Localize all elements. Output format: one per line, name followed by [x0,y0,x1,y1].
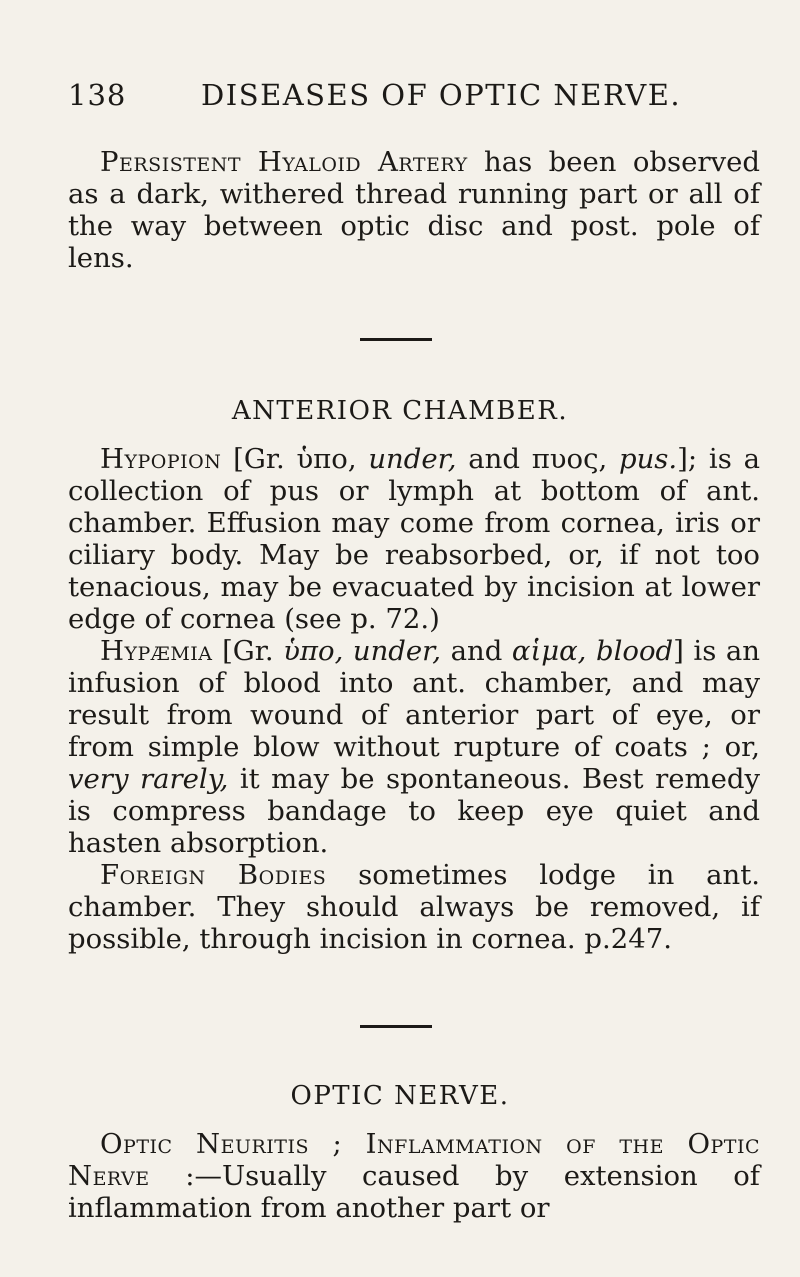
paragraph-text: it may be spontaneous. Best remedy is compress bandage to keep eye quiet and hasten absorption. [68,763,760,859]
term-optic-neuritis: Optic Neuritis ; Inflammation of the Optic Nerve [68,1128,760,1192]
term-persistent-hyaloid-artery: Persistent Hyaloid Artery [100,146,468,178]
greek-word: ὑπο, [296,443,357,475]
paragraph-text: :—Usually caused by extension of inflammation from another part or [68,1160,760,1224]
emphasis: very rarely, [68,763,229,795]
gloss: pus. [607,443,678,475]
term-foreign-bodies: Foreign Bodies [100,859,327,891]
section-divider [360,338,432,341]
paragraph-text: sometimes lodge in ant. chamber. They should always be removed, if possible, through incision in cornea. p.247. [68,859,760,955]
greek-word: αἱμα, [511,635,587,667]
etymology-close: ]; [677,443,698,475]
section-heading-anterior-chamber: ANTERIOR CHAMBER. [231,396,569,426]
running-header [68,78,760,118]
anterior-chamber-body [68,443,760,955]
conjunction: and [441,635,512,667]
term-hypaemia: Hypæmia [100,635,213,667]
etymology-close: ] [673,635,684,667]
gloss: blood [586,635,674,667]
section-divider [360,1025,432,1028]
paragraph-foreign-bodies [68,859,760,955]
section-heading-optic-nerve: OPTIC NERVE. [290,1081,510,1111]
paragraph-hypopion [68,443,760,635]
page-number: 138 [68,78,127,112]
paragraph-optic-neuritis [68,1128,760,1224]
running-title: DISEASES OF OPTIC NERVE. [201,78,682,112]
paragraph-hypaemia [68,635,760,859]
paragraph-persistent-hyaloid-artery [68,146,760,274]
paragraph-text: is a collection of pus or lymph at bottom of ant. chamber. Effusion may come from cornea, iris or ciliary body. May be reabsorbed, or, if not too tenacious, may be evacuated by incision at lower edge of cornea (see p. 72.) [68,443,760,635]
greek-word: ὑπο, [283,635,344,667]
term-hypopion: Hypopion [100,443,222,475]
gloss: under, [343,635,442,667]
etymology-open: [Gr. [221,443,297,475]
conjunction: and [456,443,532,475]
gloss: under, [356,443,457,475]
paragraph-text: has been observed as a dark, withered thread running part or all of the way between optic disc and post. pole of lens. [68,146,760,274]
etymology-open: [Gr. [212,635,284,667]
greek-word: πυος, [531,443,608,475]
paragraph-text: is an infusion of blood into ant. chamber, and may result from wound of anterior part of eye, or from simple blow without rupture of coats ; or, [68,635,761,763]
